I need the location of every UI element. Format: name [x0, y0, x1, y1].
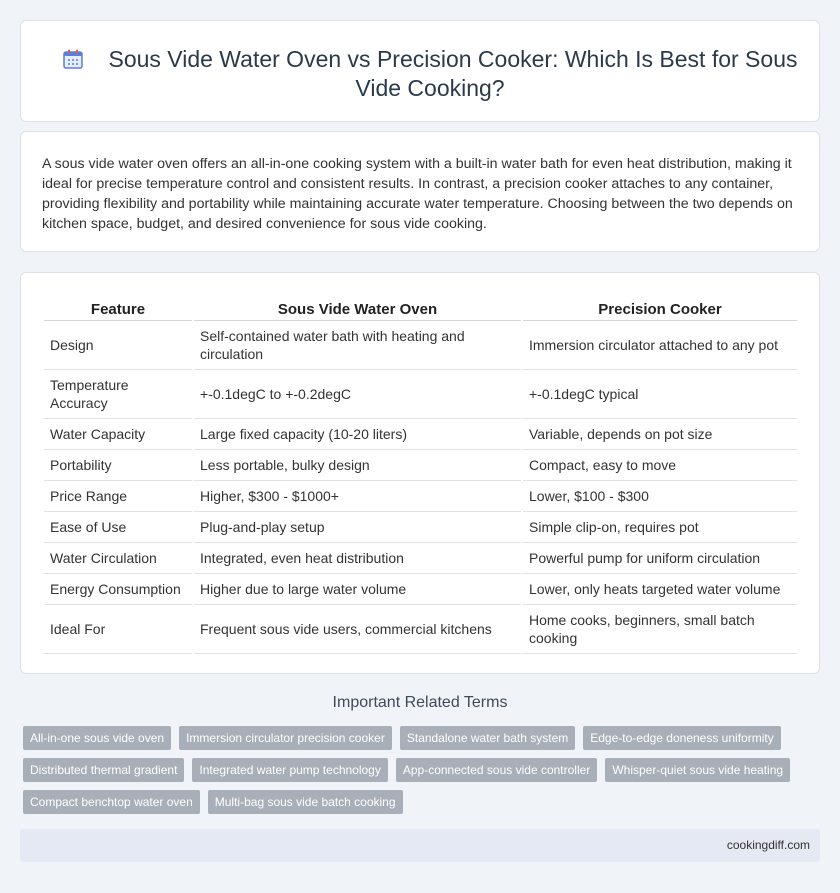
table-row: [44, 605, 797, 654]
row-feature: Water Capacity: [44, 419, 192, 450]
footer: [20, 829, 820, 862]
row-precision-cooker: +-0.1degC typical: [523, 370, 797, 419]
comparison-table: [42, 293, 799, 654]
intro-paragraph: A sous vide water oven offers an all-in-one cooking system with a built-in water bath for even heat distribution, making it ideal for precise temperature control and consistent results. In contrast, a precision cooker attaches to any container, providing flexibility and portability while maintaining accurate water temperature. Choosing between the two depends on kitchen space, budget, and desired convenience for sous vide cooking.: [42, 156, 793, 232]
row-water-oven: Frequent sous vide users, commercial kitchens: [194, 605, 521, 654]
related-tag[interactable]: Whisper-quiet sous vide heating: [605, 758, 790, 782]
table-row: [44, 450, 797, 481]
related-tag[interactable]: Edge-to-edge doneness uniformity: [583, 726, 780, 750]
table-row: [44, 481, 797, 512]
header-water-oven: Sous Vide Water Oven: [194, 293, 521, 321]
row-precision-cooker: Lower, $100 - $300: [523, 481, 797, 512]
row-feature: Portability: [44, 450, 192, 481]
header-feature: Feature: [44, 293, 192, 321]
page-title: [62, 46, 797, 101]
row-feature: Price Range: [44, 481, 192, 512]
row-water-oven: +-0.1degC to +-0.2degC: [194, 370, 521, 419]
row-precision-cooker: Compact, easy to move: [523, 450, 797, 481]
related-tag[interactable]: Immersion circulator precision cooker: [179, 726, 392, 750]
footer-site-link[interactable]: cookingdiff.com: [726, 838, 810, 852]
row-water-oven: Higher due to large water volume: [194, 574, 521, 605]
row-feature: Temperature Accuracy: [44, 370, 192, 419]
row-precision-cooker: Powerful pump for uniform circulation: [523, 543, 797, 574]
row-feature: Energy Consumption: [44, 574, 192, 605]
table-row: [44, 419, 797, 450]
header-precision-cooker: Precision Cooker: [523, 293, 797, 321]
title-wrap: [61, 45, 799, 103]
row-water-oven: Higher, $300 - $1000+: [194, 481, 521, 512]
related-terms-heading: Important Related Terms: [332, 694, 508, 711]
row-precision-cooker: Lower, only heats targeted water volume: [523, 574, 797, 605]
row-feature: Design: [44, 321, 192, 370]
row-feature: Ease of Use: [44, 512, 192, 543]
comparison-card: [20, 272, 820, 674]
row-water-oven: Self-contained water bath with heating and circulation: [194, 321, 521, 370]
related-tag[interactable]: App-connected sous vide controller: [396, 758, 597, 782]
related-tag[interactable]: All-in-one sous vide oven: [23, 726, 171, 750]
row-precision-cooker: Simple clip-on, requires pot: [523, 512, 797, 543]
related-tag[interactable]: Multi-bag sous vide batch cooking: [208, 790, 403, 814]
row-feature: Ideal For: [44, 605, 192, 654]
table-row: [44, 543, 797, 574]
title-card: [20, 20, 820, 122]
calendar-icon: [62, 48, 84, 70]
table-row: [44, 574, 797, 605]
row-precision-cooker: Immersion circulator attached to any pot: [523, 321, 797, 370]
row-feature: Water Circulation: [44, 543, 192, 574]
intro-card: [20, 131, 820, 252]
related-tag[interactable]: Compact benchtop water oven: [23, 790, 200, 814]
table-row: [44, 512, 797, 543]
row-precision-cooker: Variable, depends on pot size: [523, 419, 797, 450]
row-precision-cooker: Home cooks, beginners, small batch cooking: [523, 605, 797, 654]
row-water-oven: Large fixed capacity (10-20 liters): [194, 419, 521, 450]
table-header-row: [44, 293, 797, 321]
related-tag[interactable]: Distributed thermal gradient: [23, 758, 184, 782]
table-row: [44, 321, 797, 370]
related-tag[interactable]: Standalone water bath system: [400, 726, 575, 750]
row-water-oven: Integrated, even heat distribution: [194, 543, 521, 574]
row-water-oven: Plug-and-play setup: [194, 512, 521, 543]
page-title-text: Sous Vide Water Oven vs Precision Cooker: Which Is Best for Sous Vide Cooking?: [108, 46, 798, 101]
related-tags: [23, 726, 813, 814]
table-row: [44, 370, 797, 419]
related-tag[interactable]: Integrated water pump technology: [192, 758, 387, 782]
row-water-oven: Less portable, bulky design: [194, 450, 521, 481]
